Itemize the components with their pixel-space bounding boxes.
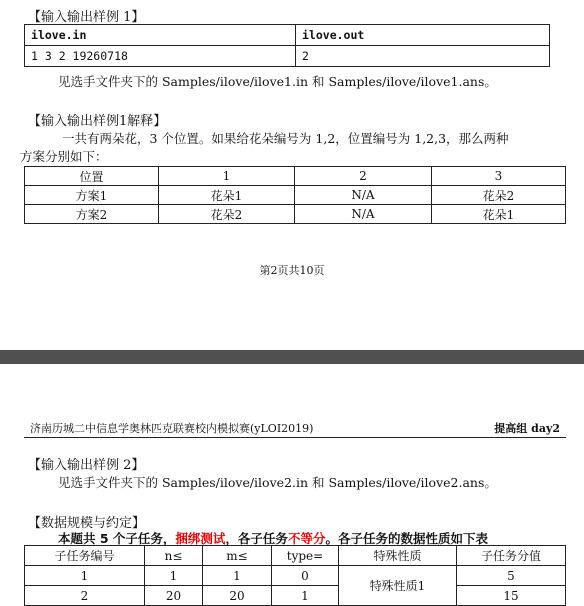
- table-cell: 1: [145, 566, 203, 586]
- table-cell: 1: [272, 586, 339, 606]
- subtask-table: [24, 545, 566, 606]
- see-samples-line-1: 见选手文件夹下的 Samples/ilove/ilove1.in 和 Samples/ilove/ilove1.ans。: [58, 74, 497, 89]
- table-cell: 15: [457, 586, 566, 606]
- table-cell: 特殊性质1: [339, 566, 457, 606]
- solution-table: [24, 166, 566, 224]
- table-cell: 子任务编号: [25, 546, 145, 566]
- bundled-testing-emphasis: 捆绑测试: [175, 531, 226, 546]
- table-cell: 5: [457, 566, 566, 586]
- table-cell: 方案2: [25, 205, 159, 224]
- table-cell: 花朵2: [432, 186, 566, 205]
- table-row: [25, 167, 566, 186]
- table-cell: n≤: [145, 546, 203, 566]
- table-cell: 1: [25, 566, 145, 586]
- table-cell: 花朵1: [159, 186, 295, 205]
- explain-line-2: 方案分别如下：: [20, 149, 108, 164]
- table-cell: 2: [25, 586, 145, 606]
- table-cell: 特殊性质: [339, 546, 457, 566]
- io-header-in: ilove.in: [25, 25, 296, 46]
- table-cell: N/A: [295, 205, 432, 224]
- explain-line-1: 一共有两朵花，3 个位置。如果给花朵编号为 1,2，位置编号为 1,2,3，那么两种: [62, 131, 509, 146]
- table-row: [25, 186, 566, 205]
- sample1-title: 【输入输出样例 1】: [28, 10, 145, 25]
- unequal-score-emphasis: 不等分: [287, 531, 326, 546]
- table-cell: 1: [203, 566, 272, 586]
- io-cell-in: 1 3 2 19260718: [25, 46, 296, 67]
- table-row: [25, 546, 566, 566]
- table-row: [25, 205, 566, 224]
- sample2-title: 【输入输出样例 2】: [28, 458, 145, 473]
- intro-text: ，各子任务: [225, 531, 288, 546]
- table-cell: 20: [203, 586, 272, 606]
- page-footer: 第2页共10页: [259, 264, 325, 277]
- table-cell: 方案1: [25, 186, 159, 205]
- table-cell: 3: [432, 167, 566, 186]
- table-cell: N/A: [295, 186, 432, 205]
- page-separator: [0, 350, 584, 364]
- table-cell: 花朵1: [432, 205, 566, 224]
- explain-title: 【输入输出样例1解释】: [28, 114, 167, 129]
- table-cell: 0: [272, 566, 339, 586]
- table-cell: type=: [272, 546, 339, 566]
- running-head-left: 济南历城二中信息学奥林匹克联赛校内模拟赛(yLOI2019): [30, 422, 314, 435]
- table-cell: 2: [295, 167, 432, 186]
- table-row: [25, 586, 566, 606]
- table-cell: 位置: [25, 167, 159, 186]
- table-row: [25, 566, 566, 586]
- table-cell: 花朵2: [159, 205, 295, 224]
- header-rule: [24, 437, 566, 438]
- intro-text: 。各子任务的数据性质如下表: [325, 531, 488, 546]
- table-cell: m≤: [203, 546, 272, 566]
- io-sample-table: [24, 24, 550, 67]
- table-cell: 20: [145, 586, 203, 606]
- see-samples-line-2: 见选手文件夹下的 Samples/ilove/ilove2.in 和 Samples/ilove/ilove2.ans。: [58, 475, 497, 490]
- constraints-title: 【数据规模与约定】: [28, 516, 146, 531]
- running-head-right: 提高组 day2: [494, 422, 560, 435]
- intro-text: 本题共 5 个子任务，: [58, 531, 176, 546]
- table-cell: 1: [159, 167, 295, 186]
- io-header-out: ilove.out: [296, 25, 550, 46]
- table-cell: 子任务分值: [457, 546, 566, 566]
- io-cell-out: 2: [296, 46, 550, 67]
